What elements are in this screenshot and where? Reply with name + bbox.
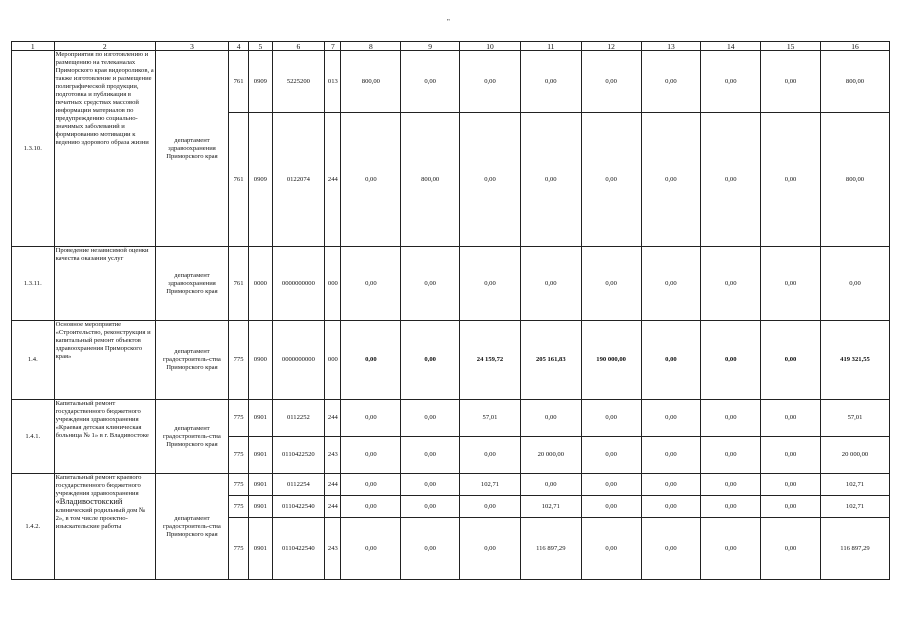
amount-cell: 0,00	[701, 247, 761, 321]
amount-cell: 0,00	[581, 496, 641, 518]
amount-cell: 0,00	[520, 400, 581, 437]
item-number: 1.4.2.	[12, 474, 55, 580]
section-code: 0909	[249, 51, 272, 113]
expense-type-code: 244	[325, 496, 341, 518]
item-number: 1.3.10.	[12, 51, 55, 247]
grbs-code: 775	[228, 474, 248, 496]
total-cell: 800,00	[820, 51, 889, 113]
grbs-code: 775	[228, 400, 248, 437]
item-description: Основное мероприятие «Строительство, реконструкция и капитальный ремонт объектов здравоохранения Приморского края»	[54, 321, 155, 400]
amount-cell: 0,00	[581, 518, 641, 580]
item-executor: департамент градостроитель-ства Приморского края	[155, 474, 228, 580]
amount-cell: 0,00	[701, 518, 761, 580]
amount-cell: 0,00	[460, 437, 521, 474]
total-cell: 20 000,00	[820, 437, 889, 474]
header-cell: 14	[701, 42, 761, 51]
header-cell: 11	[520, 42, 581, 51]
amount-cell: 800,00	[401, 113, 460, 247]
amount-cell: 0,00	[401, 496, 460, 518]
amount-cell: 0,00	[520, 51, 581, 113]
amount-cell: 0,00	[341, 113, 401, 247]
total-cell: 419 321,55	[820, 321, 889, 400]
amount-cell: 0,00	[581, 247, 641, 321]
grbs-code: 775	[228, 437, 248, 474]
target-article-code: 0112252	[272, 400, 325, 437]
total-cell: 800,00	[820, 113, 889, 247]
table-row	[12, 474, 890, 496]
target-article-code: 5225200	[272, 51, 325, 113]
amount-cell: 0,00	[520, 113, 581, 247]
item-description: Проведение независимой оценки качества оказания услуг	[54, 247, 155, 321]
item-number: 1.4.	[12, 321, 55, 400]
grbs-code: 775	[228, 518, 248, 580]
header-cell: 16	[820, 42, 889, 51]
item-description: Мероприятия по изготовлению и размещению на телеканалах Приморского края видеороликов, а также изготовление и размещение полиграфической продукции, подготовка и публикация в печатных средствах массовой информации материалов по предупреждению социально-значимых заболеваний и формированию мотивации к ведению здорового образа жизни	[54, 51, 155, 247]
table-row	[12, 51, 890, 113]
expense-type-code: 244	[325, 400, 341, 437]
header-cell: 1	[12, 42, 55, 51]
amount-cell: 0,00	[641, 321, 701, 400]
header-cell: 8	[341, 42, 401, 51]
section-code: 0901	[249, 518, 272, 580]
total-cell: 116 897,29	[820, 518, 889, 580]
expense-type-code: 243	[325, 518, 341, 580]
header-cell: 10	[460, 42, 521, 51]
grbs-code: 761	[228, 51, 248, 113]
expense-type-code: 000	[325, 247, 341, 321]
amount-cell: 0,00	[581, 400, 641, 437]
amount-cell: 0,00	[761, 518, 821, 580]
amount-cell: 0,00	[701, 474, 761, 496]
amount-cell: 0,00	[641, 474, 701, 496]
amount-cell: 57,01	[460, 400, 521, 437]
header-cell: 13	[641, 42, 701, 51]
target-article-code: 0110422540	[272, 518, 325, 580]
item-description	[54, 474, 155, 580]
section-code: 0901	[249, 474, 272, 496]
header-cell: 6	[272, 42, 325, 51]
amount-cell: 0,00	[761, 321, 821, 400]
table-row	[12, 400, 890, 437]
amount-cell: 0,00	[401, 437, 460, 474]
amount-cell: 205 161,83	[520, 321, 581, 400]
amount-cell: 0,00	[701, 51, 761, 113]
target-article-code: 0110422520	[272, 437, 325, 474]
amount-cell: 0,00	[341, 496, 401, 518]
amount-cell: 0,00	[701, 113, 761, 247]
amount-cell: 0,00	[341, 518, 401, 580]
section-code: 0900	[249, 321, 272, 400]
amount-cell: 0,00	[341, 474, 401, 496]
amount-cell: 0,00	[341, 247, 401, 321]
amount-cell: 0,00	[520, 247, 581, 321]
header-row	[12, 42, 890, 51]
amount-cell: 0,00	[641, 247, 701, 321]
total-cell: 102,71	[820, 496, 889, 518]
amount-cell: 0,00	[581, 51, 641, 113]
description-part: Капитальный ремонт краевого государственного бюджетного учреждения здравоохранения	[55, 474, 142, 497]
grbs-code: 775	[228, 496, 248, 518]
table-row	[12, 247, 890, 321]
amount-cell: 0,00	[341, 321, 401, 400]
amount-cell: 0,00	[761, 113, 821, 247]
header-cell: 7	[325, 42, 341, 51]
amount-cell: 0,00	[641, 496, 701, 518]
amount-cell: 0,00	[401, 51, 460, 113]
amount-cell: 0,00	[761, 437, 821, 474]
expense-type-code: 243	[325, 437, 341, 474]
expense-type-code: 013	[325, 51, 341, 113]
header-cell: 15	[761, 42, 821, 51]
amount-cell: 0,00	[581, 437, 641, 474]
header-cell: 9	[401, 42, 460, 51]
amount-cell: 0,00	[641, 400, 701, 437]
target-article-code: 0000000000	[272, 321, 325, 400]
amount-cell: 0,00	[460, 51, 521, 113]
item-description: Капитальный ремонт государственного бюджетного учреждения здравоохранения «Краевая детская клиническая больница № 1» в г. Владивостоке	[54, 400, 155, 474]
description-part: клинический родильный дом № 2», в том числе проектно-изыскательские работы	[55, 507, 146, 530]
expense-type-code: 000	[325, 321, 341, 400]
amount-cell: 102,71	[520, 496, 581, 518]
amount-cell: 0,00	[761, 51, 821, 113]
item-executor: департамент здравоохранения Приморского края	[155, 51, 228, 247]
amount-cell: 800,00	[341, 51, 401, 113]
item-number: 1.3.11.	[12, 247, 55, 321]
section-code: 0901	[249, 400, 272, 437]
amount-cell: 0,00	[581, 474, 641, 496]
header-cell: 3	[155, 42, 228, 51]
amount-cell: 0,00	[641, 437, 701, 474]
amount-cell: 0,00	[581, 113, 641, 247]
description-part-large: «Владивостокский	[55, 497, 123, 506]
amount-cell: 0,00	[761, 474, 821, 496]
amount-cell: 190 000,00	[581, 321, 641, 400]
amount-cell: 20 000,00	[520, 437, 581, 474]
amount-cell: 0,00	[520, 474, 581, 496]
target-article-code: 0110422540	[272, 496, 325, 518]
amount-cell: 0,00	[701, 437, 761, 474]
item-number: 1.4.1.	[12, 400, 55, 474]
amount-cell: 0,00	[641, 518, 701, 580]
section-code: 0000	[249, 247, 272, 321]
amount-cell: 0,00	[641, 113, 701, 247]
table-row	[12, 321, 890, 400]
budget-table	[11, 41, 890, 580]
amount-cell: 116 897,29	[520, 518, 581, 580]
amount-cell: 0,00	[460, 247, 521, 321]
total-cell: 102,71	[820, 474, 889, 496]
target-article-code: 0000000000	[272, 247, 325, 321]
amount-cell: 0,00	[401, 400, 460, 437]
page-mark: "	[447, 18, 450, 26]
amount-cell: 102,71	[460, 474, 521, 496]
amount-cell: 0,00	[341, 437, 401, 474]
expense-type-code: 244	[325, 113, 341, 247]
grbs-code: 761	[228, 113, 248, 247]
amount-cell: 0,00	[641, 51, 701, 113]
grbs-code: 775	[228, 321, 248, 400]
amount-cell: 0,00	[341, 400, 401, 437]
amount-cell: 0,00	[460, 496, 521, 518]
header-cell: 4	[228, 42, 248, 51]
total-cell: 0,00	[820, 247, 889, 321]
section-code: 0909	[249, 113, 272, 247]
header-cell: 12	[581, 42, 641, 51]
section-code: 0901	[249, 437, 272, 474]
target-article-code: 0112254	[272, 474, 325, 496]
amount-cell: 0,00	[701, 321, 761, 400]
amount-cell: 0,00	[401, 474, 460, 496]
amount-cell: 24 159,72	[460, 321, 521, 400]
item-executor: департамент здравоохранения Приморского края	[155, 247, 228, 321]
item-executor: департамент градостроитель-ства Приморского края	[155, 321, 228, 400]
header-cell: 5	[249, 42, 272, 51]
amount-cell: 0,00	[401, 247, 460, 321]
header-cell: 2	[54, 42, 155, 51]
amount-cell: 0,00	[460, 113, 521, 247]
amount-cell: 0,00	[701, 400, 761, 437]
amount-cell: 0,00	[701, 496, 761, 518]
amount-cell: 0,00	[460, 518, 521, 580]
amount-cell: 0,00	[761, 496, 821, 518]
amount-cell: 0,00	[761, 247, 821, 321]
total-cell: 57,01	[820, 400, 889, 437]
section-code: 0901	[249, 496, 272, 518]
amount-cell: 0,00	[761, 400, 821, 437]
expense-type-code: 244	[325, 474, 341, 496]
amount-cell: 0,00	[401, 321, 460, 400]
item-executor: департамент градостроитель-ства Приморского края	[155, 400, 228, 474]
amount-cell: 0,00	[401, 518, 460, 580]
target-article-code: 0122074	[272, 113, 325, 247]
grbs-code: 761	[228, 247, 248, 321]
